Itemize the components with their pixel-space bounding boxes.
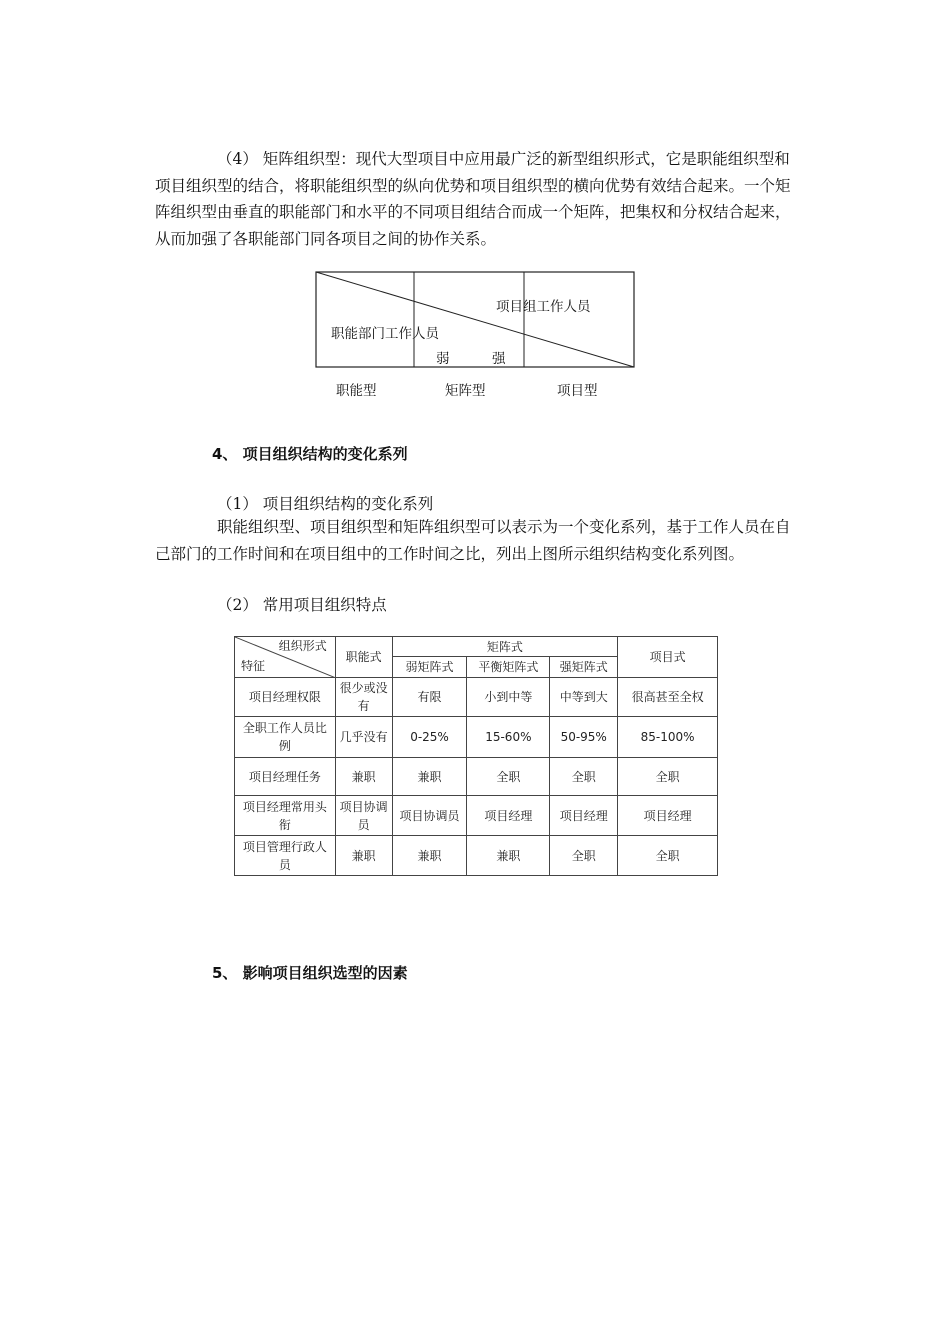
matrix-header: 矩阵式 [392, 637, 618, 657]
table-row [235, 796, 718, 836]
table-row [235, 717, 718, 758]
strong-label: 强 [492, 351, 506, 367]
row-label: 项目管理行政人员 [235, 836, 336, 876]
table-cell: 很少或没有 [335, 678, 392, 717]
table-cell: 项目协调员 [335, 796, 392, 836]
functional-staff-label: 职能部门工作人员 [331, 326, 439, 342]
table-cell: 项目经理 [467, 796, 550, 836]
weak-matrix-header: 弱矩阵式 [392, 657, 467, 678]
row-label: 项目经理权限 [235, 678, 336, 717]
org-features-table [234, 636, 718, 876]
matrix-type-label: 矩阵型 [445, 383, 486, 399]
corner-top-label: 组织形式 [278, 639, 327, 653]
table-cell: 0-25% [392, 717, 467, 758]
project-type-label: 项目型 [557, 383, 598, 399]
section-4-heading: 4、 项目组织结构的变化系列 [212, 445, 408, 463]
subsection-1-title: （1） 项目组织结构的变化系列 [217, 495, 434, 513]
row-label: 全职工作人员比例 [235, 717, 336, 758]
table-cell: 项目经理 [550, 796, 618, 836]
table-row [235, 758, 718, 796]
project-header: 项目式 [618, 637, 718, 678]
weak-label: 弱 [436, 351, 450, 367]
matrix-paragraph: （4） 矩阵组织型：现代大型项目中应用最广泛的新型组织形式，它是职能组织型和项目组织型的结合，将职能组织型的纵向优势和项目组织型的横向优势有效结合起来。一个矩阵组织型由垂直的职能部门和水平的不同项目组结合而成一个矩阵，把集权和分权结合起来，从而加强了各职能部门同各项目之间的协作关系。 [155, 150, 791, 248]
row-label: 项目经理任务 [235, 758, 336, 796]
table-cell: 项目协调员 [392, 796, 467, 836]
table-cell: 小到中等 [467, 678, 550, 717]
table-cell: 兼职 [335, 758, 392, 796]
table-cell: 全职 [467, 758, 550, 796]
table-row [235, 678, 718, 717]
table-cell: 全职 [618, 758, 718, 796]
table-cell: 很高甚至全权 [618, 678, 718, 717]
table-cell: 几乎没有 [335, 717, 392, 758]
table-cell: 全职 [618, 836, 718, 876]
table-cell: 50-95% [550, 717, 618, 758]
corner-header-cell [235, 637, 336, 678]
corner-bottom-label: 特征 [241, 659, 266, 673]
variation-paragraph: 职能组织型、项目组织型和矩阵组织型可以表示为一个变化系列，基于工作人员在自己部门的工作时间和在项目组中的工作时间之比，列出上图所示组织结构变化系列图。 [155, 518, 791, 563]
functional-type-label: 职能型 [336, 383, 377, 399]
strong-matrix-header: 强矩阵式 [550, 657, 618, 678]
table-cell: 有限 [392, 678, 467, 717]
balanced-matrix-header: 平衡矩阵式 [467, 657, 550, 678]
section-5-heading: 5、 影响项目组织选型的因素 [212, 964, 408, 982]
table-cell: 85-100% [618, 717, 718, 758]
table-header-row [235, 637, 718, 657]
org-spectrum-figure [315, 270, 637, 400]
functional-header: 职能式 [335, 637, 392, 678]
table-cell: 中等到大 [550, 678, 618, 717]
table-cell: 全职 [550, 836, 618, 876]
table-cell: 项目经理 [618, 796, 718, 836]
project-staff-label: 项目组工作人员 [496, 299, 591, 315]
table-cell: 全职 [550, 758, 618, 796]
subsection-2-title: （2） 常用项目组织特点 [217, 596, 387, 614]
table-cell: 15-60% [467, 717, 550, 758]
row-label: 项目经理常用头衔 [235, 796, 336, 836]
table-row [235, 836, 718, 876]
table-cell: 兼职 [467, 836, 550, 876]
table-cell: 兼职 [392, 758, 467, 796]
table-cell: 兼职 [335, 836, 392, 876]
table-cell: 兼职 [392, 836, 467, 876]
